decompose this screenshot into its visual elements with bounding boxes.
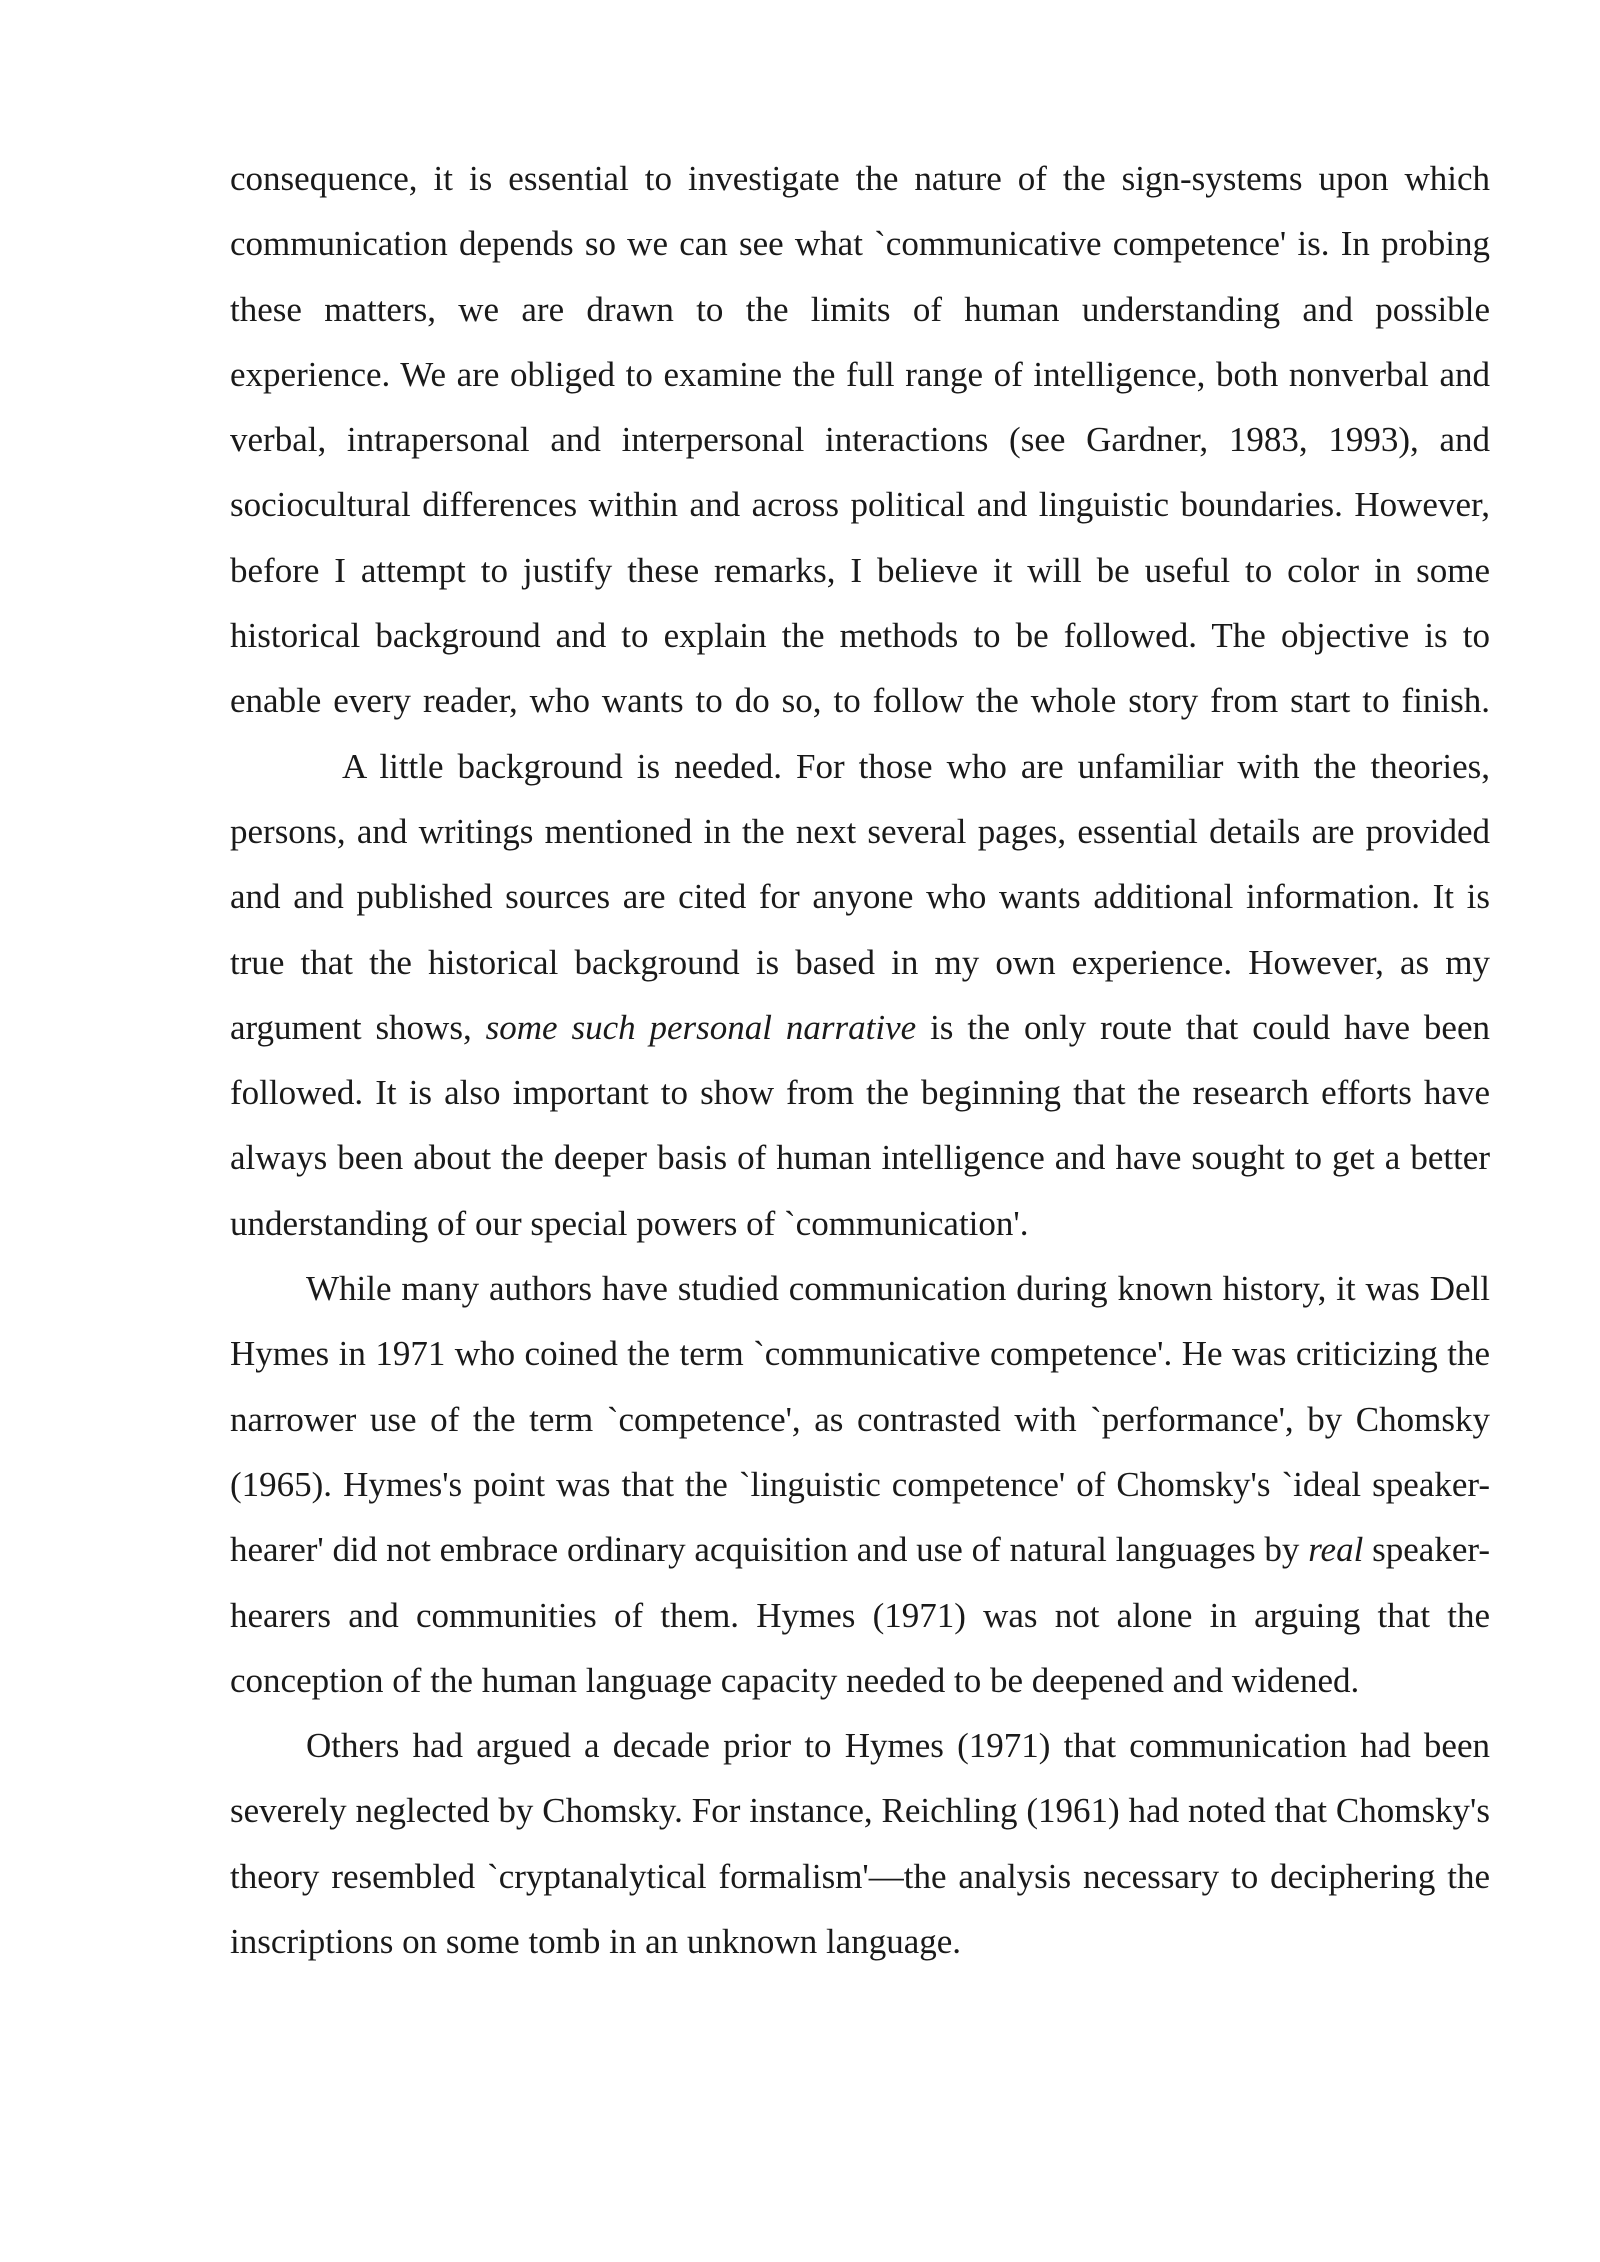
paragraph-1-sentence-3: is the only route that could have been followed. It is also important to show from the beginning that the research efforts have always been about the deeper basis of human intelligence and have sought to get a better understanding of our special powers of `communication'. [230, 1007, 1491, 1243]
paragraph-2 [230, 1256, 1490, 1713]
body-text [230, 146, 1490, 1974]
italic-word-real: real [1308, 1530, 1364, 1570]
paragraph-1-sentence-1: consequence, it is essential to investigate the nature of the sign-systems upon which communication depends so we can see what `communicative competence' is. In probing these matters, we are drawn to the limits of human understanding and possible experience. We are obliged to examine the full range of intelligence, both nonverbal and verbal, intrapersonal and interpersonal interactions (see Gardner, 1983, 1993), and sociocultural differences within and across political and linguistic boundaries. However, before I attempt to justify these remarks, I believe it will be useful to color in some historical background and to explain the methods to be followed. The objective is to enable every reader, who wants to do so, to follow the whole story from start to finish. [230, 159, 1490, 721]
paragraph-1-sentence-2: A little background is needed. For those who are unfamiliar with the theories, persons, and writings mentioned in the next several pages, essential details are provided and and published sources are cited for anyone who wants additional information. It is true that the historical background is based in my own experience. However, as my argument shows, [230, 746, 1490, 1047]
italic-phrase-personal-narrative: some such personal narrative [485, 1007, 917, 1047]
paragraph-3-text-1: Others had argued a decade prior to Hymes (1971) that communication had been severely neglected by Chomsky. For instance, Reichling (1961) had noted that Chomsky's theory resembled `cryptanalytical formalism'—the analysis necessary to deciphering the inscriptions on some tomb in an unknown language. [230, 1726, 1490, 1962]
paragraph-2-text-1: While many authors have studied communication during known history, it was Dell Hymes in 1971 who coined the term `communicative competence'. He was criticizing the narrower use of the term `competence', as contrasted with `performance', by Chomsky (1965). Hymes's point was that the `linguistic competence' of Chomsky's `ideal speaker-hearer' did not embrace ordinary acquisition and use of natural languages by [230, 1269, 1490, 1570]
paragraph-1 [230, 146, 1490, 1256]
paragraph-2-text-2: speaker-hearers and communities of them. Hymes (1971) was not alone in arguing that the conception of the human language capacity needed to be deepened and widened. [230, 1530, 1490, 1700]
paragraph-3 [230, 1713, 1490, 1974]
